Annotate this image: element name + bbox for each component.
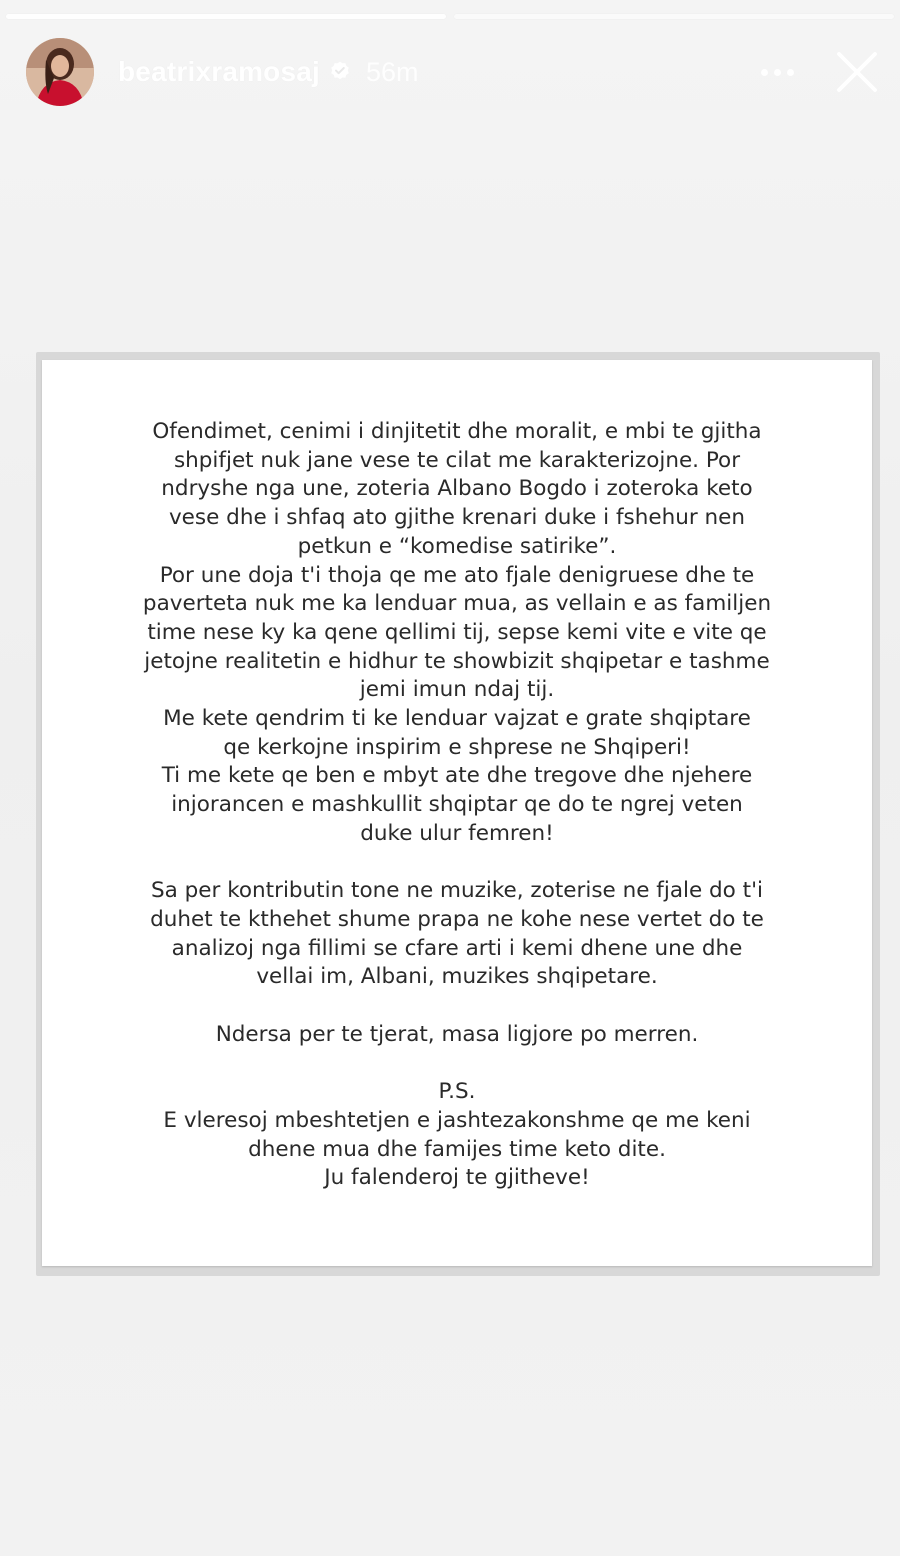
avatar[interactable] xyxy=(26,38,94,106)
more-horizontal-icon[interactable] xyxy=(752,52,802,92)
statement-line: Me kete qendrim ti ke lenduar vajzat e grate shqiptare xyxy=(163,706,751,732)
username[interactable]: beatrixramosaj xyxy=(118,56,321,87)
paragraph-gap xyxy=(102,992,812,1021)
statement-line: jemi imun ndaj tij. xyxy=(359,677,555,703)
paragraph-gap xyxy=(102,1049,812,1078)
statement-line: Por une doja t'i thoja qe me ato fjale denigruese dhe te xyxy=(159,562,755,588)
statement-line: E vleresoj mbeshtetjen e jashtezakonshme qe me keni xyxy=(163,1107,751,1133)
statement-line: shpifjet nuk jane vese te cilat me karakterizojne. Por xyxy=(173,447,741,473)
story-time: 56m xyxy=(366,56,419,87)
story-header xyxy=(26,36,882,108)
statement-line: ndryshe nga une, zoteria Albano Bogdo i zoteroka keto xyxy=(161,476,753,502)
statement-line: paverteta nuk me ka lenduar mua, as vellain e as familjen xyxy=(142,591,772,617)
progress-segment-2 xyxy=(454,14,894,19)
statement-line: Ndersa per te tjerat, masa ligjore po merren. xyxy=(215,1021,699,1047)
statement-line: vese dhe i shfaq ato gjithe krenari duke i fshehur nen xyxy=(168,505,746,531)
progress-segment-1 xyxy=(6,14,446,19)
statement-line: Ofendimet, cenimi i dinjitetit dhe moralit, e mbi te gjitha xyxy=(152,419,762,444)
statement-line: vellai im, Albani, muzikes shqipetare. xyxy=(256,964,658,990)
avatar-image xyxy=(26,38,94,106)
statement-line: Sa per kontributin tone ne muzike, zoterise ne fjale do t'i xyxy=(151,878,763,904)
statement-line: Ti me kete qe ben e mbyt ate dhe tregove dhe njehere xyxy=(161,763,753,789)
statement-line: P.S. xyxy=(438,1079,476,1105)
statement-line: dhene mua dhe famijes time keto dite. xyxy=(248,1136,666,1162)
paragraph-gap xyxy=(102,849,812,878)
story-progress-bar xyxy=(6,14,894,19)
statement-card xyxy=(42,360,872,1266)
statement-text xyxy=(102,418,812,1193)
statement-line: duke ulur femren! xyxy=(360,820,554,846)
statement-line: injorancen e mashkullit shqiptar qe do te ngrej veten xyxy=(171,792,743,818)
statement-line: qe kerkojne inspirim e shprese ne Shqiperi! xyxy=(223,734,691,760)
close-icon[interactable] xyxy=(832,47,882,97)
statement-line: analizoj nga fillimi se cfare arti i kemi dhene une dhe xyxy=(171,935,743,961)
verified-badge-icon xyxy=(328,60,352,84)
statement-line: time nese ky ka qene qellimi tij, sepse kemi vite e vite qe xyxy=(147,619,767,645)
statement-line: Ju falenderoj te gjitheve! xyxy=(324,1165,590,1191)
statement-line: petkun e “komedise satirike”. xyxy=(297,533,617,559)
statement-line: duhet te kthehet shume prapa ne kohe nese vertet do te xyxy=(150,906,764,932)
statement-line: jetojne realitetin e hidhur te showbizit shqipetar e tashme xyxy=(144,648,770,674)
